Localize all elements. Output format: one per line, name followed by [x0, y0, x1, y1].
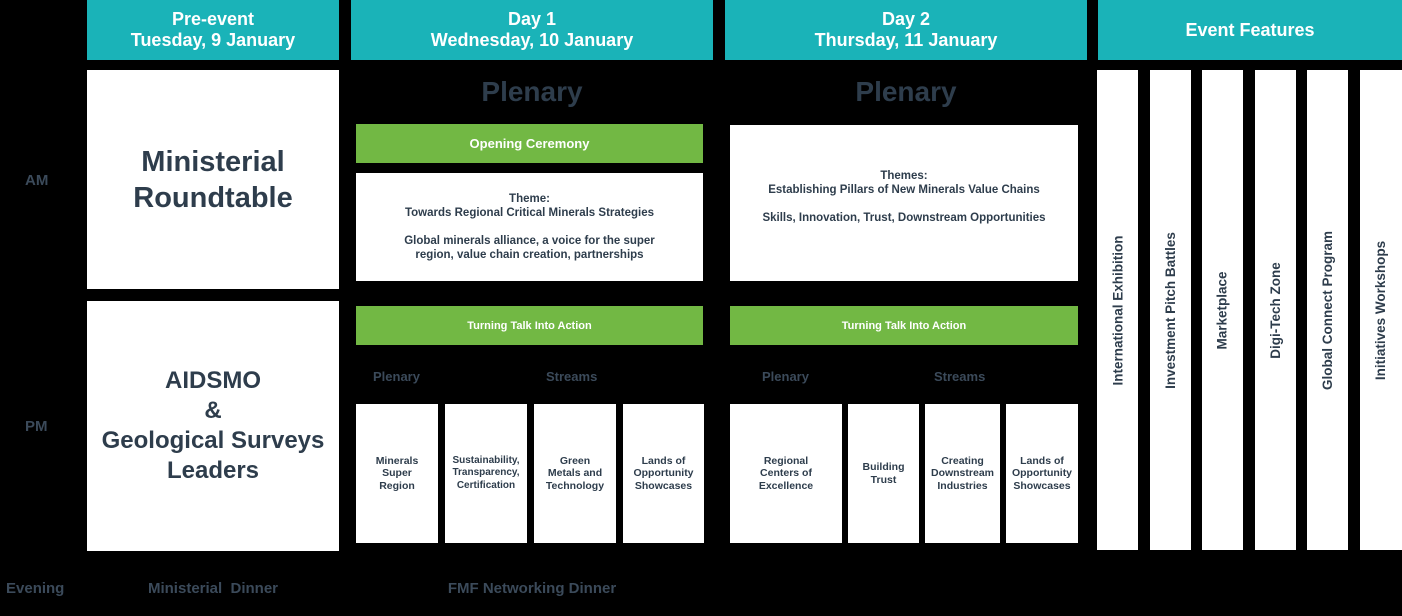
row-label-evening: Evening [6, 580, 65, 597]
session-line: Opportunity [633, 467, 694, 480]
feature-marketplace [1202, 70, 1243, 550]
feature-label: Global Connect Program [1320, 230, 1335, 390]
evening-ministerial-dinner: Ministerial Dinner [147, 580, 279, 597]
aidsmo-line1: AIDSMO [165, 367, 261, 394]
session-line: Showcases [634, 479, 693, 492]
session-line: Centers of [760, 467, 812, 480]
ministerial-roundtable-line2: Roundtable [133, 181, 293, 214]
aidsmo-line4: Leaders [166, 457, 260, 484]
day1-theme-box [356, 173, 703, 281]
evening-networking-dinner: FMF Networking Dinner [447, 580, 617, 597]
ministerial-roundtable-line1: Ministerial [141, 145, 285, 178]
session-line: Green [559, 454, 591, 467]
session-line: Showcases [1013, 479, 1071, 492]
day2-streams-label: Streams [934, 369, 986, 384]
day2-session-regional-centers [730, 404, 842, 543]
session-line: Downstream [930, 467, 994, 480]
session-line: Certification [456, 479, 516, 491]
session-line: Sustainability, [452, 454, 520, 466]
day2-plenary-title: Plenary [855, 76, 957, 107]
row-label-pm: PM [25, 418, 48, 435]
aidsmo-line3: Geological Surveys [101, 427, 325, 454]
header-day1-line2: Wednesday, 10 January [430, 30, 634, 50]
day1-turning-talk-banner: Turning Talk Into Action [356, 306, 703, 345]
session-line: Building [862, 461, 905, 473]
day2-plenary-label: Plenary [762, 369, 809, 384]
session-line: Creating [941, 454, 984, 467]
header-pre-event [87, 0, 339, 60]
day1-theme-label: Theme: [509, 193, 550, 205]
day1-session-minerals-super-region [356, 404, 438, 543]
feature-initiatives-workshops [1360, 70, 1402, 550]
day1-session-sustainability [445, 404, 527, 543]
aidsmo-box [87, 301, 339, 551]
day1-theme-title: Towards Regional Critical Minerals Strategies [404, 207, 655, 219]
session-line: Lands of [641, 454, 686, 467]
row-label-am: AM [25, 172, 49, 189]
day2-theme-desc: Skills, Innovation, Trust, Downstream Opportunities [762, 212, 1046, 224]
header-day2-line2: Thursday, 11 January [814, 30, 998, 50]
day1-plenary-label: Plenary [373, 369, 420, 384]
day1-plenary-title: Plenary [481, 76, 583, 107]
day2-turning-talk-banner: Turning Talk Into Action [730, 306, 1078, 345]
day1-session-green-metals [534, 404, 616, 543]
day1-theme-desc-line1: Global minerals alliance, a voice for the super [404, 235, 655, 247]
day2-session-lands-of-opportunity [1006, 404, 1078, 543]
session-line: Opportunity [1011, 467, 1073, 480]
session-line: Technology [545, 479, 605, 492]
session-line: Trust [870, 473, 897, 486]
header-day1-line1: Day 1 [507, 9, 557, 29]
day1-opening-ceremony: Opening Ceremony [356, 124, 703, 163]
feature-digi-tech-zone [1255, 70, 1296, 550]
header-features-title: Event Features [1185, 19, 1315, 40]
aidsmo-line2: & [204, 397, 222, 424]
header-event-features [1098, 0, 1402, 60]
day2-theme-title: Establishing Pillars of New Minerals Value Chains [768, 184, 1040, 196]
session-line: Region [379, 479, 415, 492]
header-pre-event-line2: Tuesday, 9 January [130, 30, 296, 50]
day2-themes-label: Themes: [880, 170, 928, 182]
session-line: Excellence [758, 479, 814, 492]
feature-label: Investment Pitch Battles [1163, 231, 1179, 389]
header-day1 [351, 0, 713, 60]
feature-label: International Exhibition [1110, 234, 1126, 386]
day1-session-lands-of-opportunity [623, 404, 704, 543]
session-line: Super [382, 467, 412, 480]
day2-themes-box [730, 125, 1078, 281]
feature-label: Marketplace [1215, 270, 1231, 350]
session-line: Lands of [1020, 454, 1064, 467]
day1-theme-desc-line2: region, value chain creation, partnerships [415, 249, 644, 261]
day2-session-building-trust [848, 404, 919, 543]
ministerial-roundtable-box [87, 70, 339, 289]
session-line: Metals and [547, 467, 603, 480]
session-line: Industries [937, 479, 988, 492]
day1-streams-label: Streams [546, 369, 598, 384]
header-day2 [725, 0, 1087, 60]
feature-label: Initiatives Workshops [1373, 240, 1389, 380]
feature-international-exhibition [1097, 70, 1138, 550]
header-day2-line1: Day 2 [881, 9, 931, 29]
session-line: Transparency, [452, 467, 520, 479]
session-line: Minerals [375, 454, 419, 467]
feature-label: Digi-Tech Zone [1268, 261, 1283, 359]
header-pre-event-line1: Pre-event [171, 9, 255, 29]
day2-session-creating-downstream [925, 404, 1000, 543]
session-line: Regional [763, 454, 809, 467]
feature-investment-pitch-battles [1150, 70, 1191, 550]
feature-global-connect-program [1307, 70, 1348, 550]
